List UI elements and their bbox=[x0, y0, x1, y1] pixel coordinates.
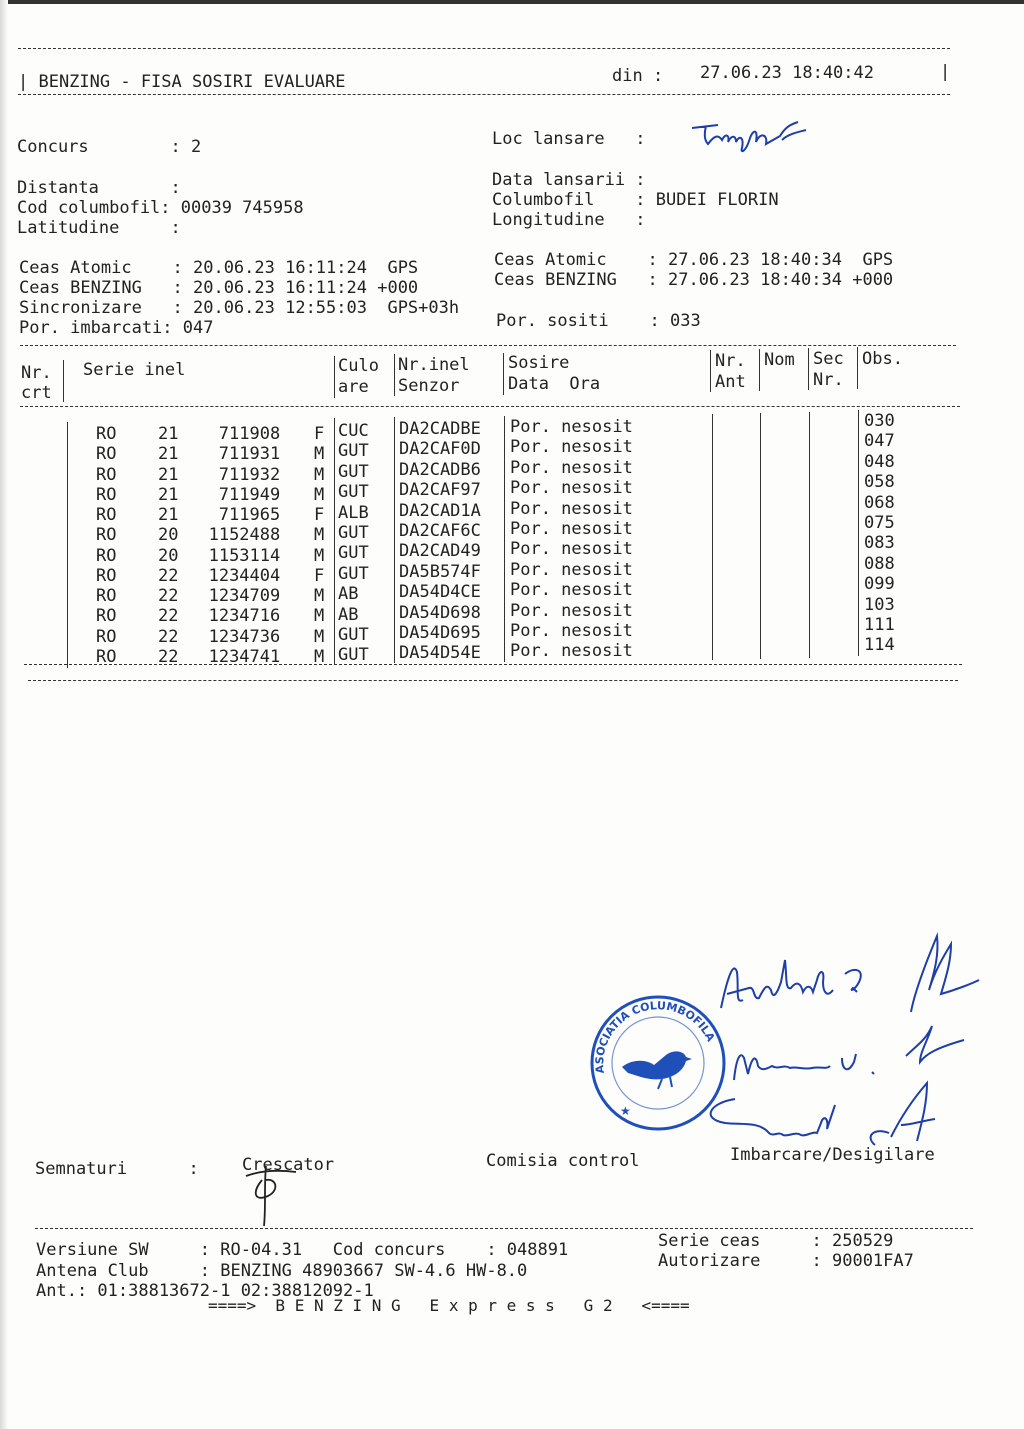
page-title: | BENZING - FISA SOSIRI EVALUARE bbox=[18, 72, 346, 92]
concurs: Concurs : 2 bbox=[17, 137, 202, 157]
th-sep-crt bbox=[63, 360, 64, 402]
cell-senzor: DA2CADB6 bbox=[399, 459, 481, 480]
cell-an: 21 bbox=[158, 484, 179, 505]
crescator-label: Crescator bbox=[242, 1155, 335, 1175]
por-imbarcati: Por. imbarcati: 047 bbox=[19, 318, 214, 338]
autorizare: Autorizare : 90001FA7 bbox=[658, 1251, 914, 1271]
cell-an: 22 bbox=[158, 646, 179, 667]
tb-sep-sosire bbox=[504, 416, 505, 662]
por-sositi: Por. sositi : 033 bbox=[496, 311, 701, 331]
cell-sex: M bbox=[314, 484, 325, 505]
th-sep-nr-ant bbox=[710, 350, 711, 392]
comisia-control-label: Comisia control bbox=[486, 1151, 640, 1171]
rule-footer-top bbox=[35, 1228, 973, 1229]
ant-line: Ant.: 01:38813672-1 02:38812092-1 bbox=[36, 1281, 374, 1301]
cell-sex: M bbox=[314, 606, 325, 627]
loc-lansare-label: Loc lansare : bbox=[492, 129, 646, 149]
cell-inel: 711965 bbox=[218, 505, 281, 525]
scan-left-edge bbox=[0, 0, 8, 1429]
benzing-express-banner: ====> B E N Z I N G E x p r e s s G 2 <==== bbox=[208, 1296, 690, 1315]
cell-sosire: Por. nesosit bbox=[510, 559, 633, 580]
columbofil: Columbofil : BUDEI FLORIN bbox=[492, 190, 779, 210]
tb-sep-sec bbox=[809, 412, 810, 658]
cell-sex: F bbox=[314, 505, 325, 525]
stamp-text: ASOCIATIA COLUMBOFILA bbox=[593, 999, 718, 1074]
cell-senzor: DA2CAD49 bbox=[399, 541, 481, 562]
cell-sex: M bbox=[314, 626, 325, 647]
ceas-benzing-right: Ceas BENZING : 27.06.23 18:40:34 +000 bbox=[494, 270, 894, 290]
th-nrinel-1: Nr.inel bbox=[398, 355, 470, 375]
cell-senzor: DA54D698 bbox=[399, 602, 481, 623]
th-sec-2: Nr. bbox=[813, 370, 844, 390]
cell-inel: 1153114 bbox=[208, 545, 281, 566]
th-data-ora: Data Ora bbox=[508, 374, 601, 394]
cell-culoare: ALB bbox=[338, 502, 369, 523]
th-obs: Obs. bbox=[862, 349, 903, 369]
cell-an: 21 bbox=[158, 444, 179, 465]
th-culoare-2: are bbox=[338, 377, 369, 397]
cell-tara: RO bbox=[96, 484, 117, 505]
tb-sep-nr-ant bbox=[712, 414, 713, 660]
sincronizare: Sincronizare : 20.06.23 12:55:03 GPS+03h bbox=[19, 298, 460, 318]
cell-obs: 083 bbox=[864, 533, 895, 554]
th-sep-nrinel bbox=[394, 354, 395, 396]
rule-table-end-1 bbox=[24, 664, 962, 665]
cell-senzor: DA2CAF6C bbox=[399, 521, 481, 541]
cell-tara: RO bbox=[96, 464, 117, 485]
cell-senzor: DA54D54E bbox=[399, 643, 481, 664]
cell-tara: RO bbox=[96, 646, 117, 667]
signature-control-1 bbox=[715, 930, 985, 1020]
cell-sosire: Por. nesosit bbox=[510, 457, 633, 478]
th-crt: crt bbox=[21, 383, 52, 403]
cell-culoare: CUC bbox=[338, 421, 369, 441]
signature-crescator bbox=[236, 1162, 316, 1232]
cell-senzor: DA54D4CE bbox=[399, 582, 481, 603]
th-sep-nom bbox=[759, 349, 760, 391]
cell-inel: 1234709 bbox=[208, 586, 281, 606]
cell-sosire: Por. nesosit bbox=[510, 580, 633, 601]
cell-sosire: Por. nesosit bbox=[510, 437, 633, 458]
th-sep-sec bbox=[808, 348, 809, 390]
cell-culoare: GUT bbox=[338, 543, 369, 564]
th-nrinel-2: Senzor bbox=[398, 376, 460, 396]
cell-inel: 711932 bbox=[218, 464, 281, 485]
tb-sep-nom bbox=[760, 413, 761, 659]
th-nr: Nr. bbox=[21, 363, 52, 383]
cell-senzor: DA54D695 bbox=[399, 623, 481, 643]
longitudine: Longitudine : bbox=[492, 210, 646, 230]
cell-sex: M bbox=[314, 525, 325, 546]
th-serie-inel: Serie inel bbox=[83, 360, 186, 380]
scan-top-edge bbox=[0, 0, 1024, 4]
cell-tara: RO bbox=[96, 545, 117, 566]
cell-obs: 114 bbox=[864, 635, 895, 656]
cell-obs: 030 bbox=[864, 411, 895, 431]
imbarcare-label: Imbarcare/Desigilare bbox=[730, 1145, 935, 1165]
cell-culoare: GUT bbox=[338, 523, 369, 543]
cell-inel: 1234404 bbox=[208, 565, 281, 586]
cell-culoare: AB bbox=[338, 584, 359, 605]
th-sosire: Sosire bbox=[508, 353, 570, 373]
cell-sex: M bbox=[314, 464, 325, 485]
cell-culoare: AB bbox=[338, 604, 359, 625]
cell-an: 20 bbox=[158, 525, 179, 546]
tb-sep-culoare bbox=[334, 418, 335, 664]
th-sec-1: Sec bbox=[813, 349, 844, 369]
data-lansarii: Data lansarii : bbox=[492, 170, 646, 190]
cell-sosire: Por. nesosit bbox=[510, 519, 633, 539]
cell-obs: 047 bbox=[864, 431, 895, 452]
th-nr-ant-1: Nr. bbox=[715, 351, 746, 371]
cell-tara: RO bbox=[96, 444, 117, 465]
th-nr-ant-2: Ant bbox=[715, 372, 746, 392]
cell-senzor: DA2CAD1A bbox=[399, 500, 481, 521]
cell-sex: M bbox=[314, 586, 325, 606]
cell-an: 21 bbox=[158, 424, 179, 444]
cell-culoare: GUT bbox=[338, 482, 369, 503]
cell-obs: 048 bbox=[864, 451, 895, 472]
cell-inel: 1234741 bbox=[208, 646, 281, 667]
cell-senzor: DA2CADBE bbox=[399, 419, 481, 439]
cell-sosire: Por. nesosit bbox=[510, 621, 633, 641]
ceas-benzing-left: Ceas BENZING : 20.06.23 16:11:24 +000 bbox=[19, 278, 419, 298]
cell-an: 22 bbox=[158, 586, 179, 606]
cell-inel: 711908 bbox=[218, 424, 281, 444]
header-right-bar: | bbox=[940, 62, 951, 82]
cell-inel: 1152488 bbox=[208, 525, 281, 546]
cell-an: 20 bbox=[158, 545, 179, 566]
rule-header-bottom bbox=[18, 94, 950, 95]
cell-culoare: GUT bbox=[338, 461, 369, 482]
th-sep-obs bbox=[857, 347, 858, 389]
report-date: 27.06.23 18:40:42 bbox=[700, 63, 874, 83]
svg-text:★: ★ bbox=[620, 1104, 631, 1118]
cell-sosire: Por. nesosit bbox=[510, 478, 633, 499]
cell-obs: 058 bbox=[864, 472, 895, 493]
cell-sosire: Por. nesosit bbox=[510, 600, 633, 621]
cell-tara: RO bbox=[96, 586, 117, 606]
cell-an: 21 bbox=[158, 505, 179, 525]
cell-tara: RO bbox=[96, 565, 117, 586]
cell-obs: 111 bbox=[864, 615, 895, 635]
cell-senzor: DA5B574F bbox=[399, 561, 481, 582]
serie-ceas: Serie ceas : 250529 bbox=[658, 1231, 894, 1251]
tb-sep-crt bbox=[67, 422, 68, 668]
cell-obs: 088 bbox=[864, 553, 895, 574]
cell-sex: F bbox=[314, 424, 325, 444]
semnaturi-label: Semnaturi : bbox=[35, 1159, 199, 1179]
rule-table-top bbox=[20, 345, 956, 346]
cell-an: 22 bbox=[158, 565, 179, 586]
cell-senzor: DA2CAF97 bbox=[399, 480, 481, 501]
cell-sex: M bbox=[314, 646, 325, 667]
cell-culoare: GUT bbox=[338, 563, 369, 584]
cell-inel: 711931 bbox=[218, 444, 281, 465]
cell-tara: RO bbox=[96, 505, 117, 525]
cod-columbofil: Cod columbofil: 00039 745958 bbox=[17, 198, 304, 218]
cell-sex: M bbox=[314, 545, 325, 566]
cell-sosire: Por. nesosit bbox=[510, 641, 633, 662]
th-nom: Nom bbox=[764, 350, 795, 370]
cell-tara: RO bbox=[96, 424, 117, 444]
date-label: din : bbox=[612, 66, 664, 86]
ceas-atomic-left: Ceas Atomic : 20.06.23 16:11:24 GPS bbox=[19, 258, 419, 278]
cell-inel: 1234716 bbox=[208, 606, 281, 627]
cell-tara: RO bbox=[96, 606, 117, 627]
tb-sep-nrinel bbox=[394, 417, 395, 663]
cell-sosire: Por. nesosit bbox=[510, 417, 633, 437]
loc-lansare-value: Tarzad bbox=[688, 118, 692, 119]
cell-sex: M bbox=[314, 444, 325, 465]
cell-obs: 099 bbox=[864, 574, 895, 595]
cell-sosire: Por. nesosit bbox=[510, 498, 633, 519]
cell-inel: 711949 bbox=[218, 484, 281, 505]
th-culoare-1: Culo bbox=[338, 356, 379, 376]
cell-obs: 103 bbox=[864, 594, 895, 615]
latitudine: Latitudine : bbox=[17, 218, 181, 238]
cell-tara: RO bbox=[96, 525, 117, 546]
signature-control-3 bbox=[695, 1075, 955, 1155]
cell-senzor: DA2CAF0D bbox=[399, 439, 481, 460]
tb-sep-obs bbox=[858, 410, 859, 656]
cell-tara: RO bbox=[96, 626, 117, 647]
cell-sex: F bbox=[314, 565, 325, 586]
cell-culoare: GUT bbox=[338, 645, 369, 666]
cell-an: 22 bbox=[158, 606, 179, 627]
ceas-atomic-right: Ceas Atomic : 27.06.23 18:40:34 GPS bbox=[494, 250, 894, 270]
th-sep-sosire bbox=[503, 353, 504, 395]
cell-obs: 075 bbox=[864, 513, 895, 533]
cell-obs: 068 bbox=[864, 492, 895, 513]
cell-culoare: GUT bbox=[338, 441, 369, 462]
distanta: Distanta : bbox=[17, 178, 181, 198]
rule-table-end-2 bbox=[28, 680, 958, 681]
cell-an: 21 bbox=[158, 464, 179, 485]
loc-lansare-handwritten bbox=[688, 118, 818, 158]
rule-top bbox=[18, 48, 950, 49]
cell-culoare: GUT bbox=[338, 625, 369, 645]
rule-table-header-bottom bbox=[20, 406, 960, 407]
cell-inel: 1234736 bbox=[208, 626, 281, 647]
cell-an: 22 bbox=[158, 626, 179, 647]
th-sep-culoare bbox=[334, 356, 335, 398]
versiune-sw: Versiune SW : RO-04.31 Cod concurs : 048891 bbox=[36, 1240, 569, 1260]
cell-sosire: Por. nesosit bbox=[510, 539, 633, 560]
antena-club: Antena Club : BENZING 48903667 SW-4.6 HW-8.0 bbox=[36, 1261, 528, 1281]
